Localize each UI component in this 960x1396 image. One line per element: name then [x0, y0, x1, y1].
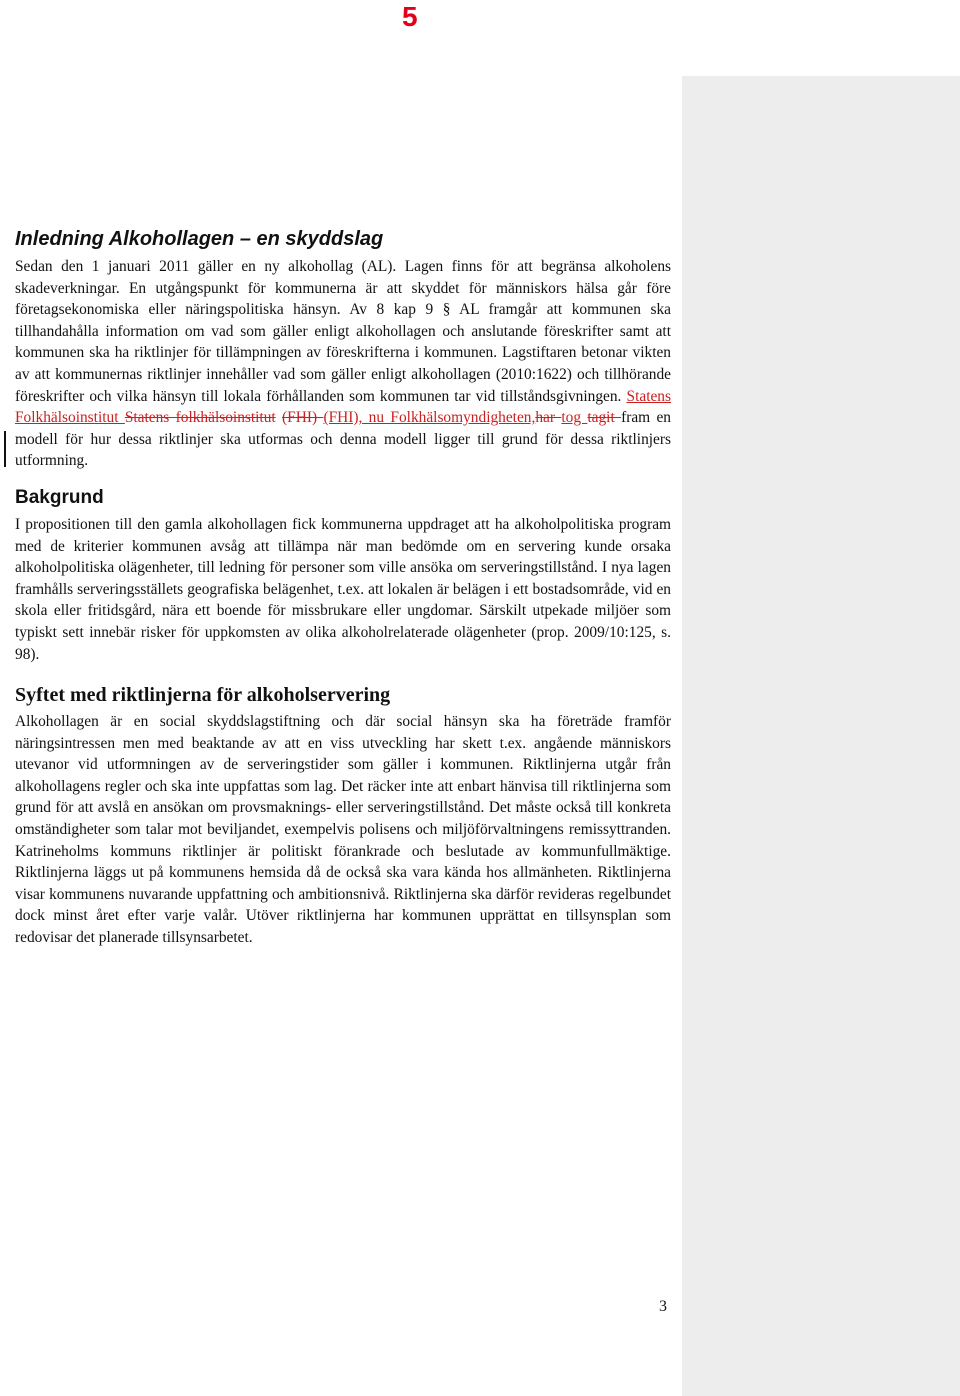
- purpose-paragraph: Alkohollagen är en social skyddslagstiftning och där social hänsyn ska ha företräde framför näringsintressen men med beaktande av att en viss utveckling har skett t.ex. angående människors utevanor vid utformningen av de serveringstider som gäller i kommunen. Riktlinjerna utgår från alkohollagens regler och ska inte uppfattas som lag. Det räcker inte att enbart hänvisa till riktlinjerna som grund för att avslå en ansökan om provsmaknings- eller serveringstillstånd. Det måste också till konkreta omständigheter som talar mot beviljandet, exempelvis polisens och miljöförvaltningens remissyttranden. Katrineholms kommuns riktlinjer är politiskt förankrade och beslutade av kommunfullmäktige. Riktlinjerna läggs ut på kommunens hemsida då de också ska vara kända hos allmänheten. Riktlinjerna visar kommunens nuvarande uppfattning och ambitionsnivå. Riktlinjerna ska därför revideras regelbundet dock minst året efter varje valår. Utöver riktlinjerna har kommunen upprättat en tillsynsplan som redovisar det planerade tillsynsarbetet.: [15, 713, 671, 947]
- document-body: [15, 224, 671, 949]
- insertion-revision: (FHI), nu Folkhälsomyndigheten,: [323, 409, 536, 427]
- deletion-revision: har: [535, 409, 562, 427]
- intro-paragraph: [15, 256, 671, 472]
- section-heading-background: Bakgrund: [15, 486, 104, 508]
- section-heading-purpose: Syftet med riktlinjerna för alkoholservering: [15, 684, 391, 707]
- background-paragraph: I propositionen till den gamla alkohollagen fick kommunerna uppdraget att ha alkoholpolitiska program med de kriterier kommunen avsåg att tillämpa när man bedömde om en servering kunde orsaka alkoholpolitiska olägenheter, till ledning för personer som ville ansöka om serveringstillstånd. I nya lagen framhålls serveringsställets geografiska belägenhet, t.ex. att lokalen är belägen i ett bostadsområde, vid en skola eller fritidsgård, nära ett boende för missbrukare eller ungdomar. Särskilt utpekade miljöer som typiskt sett innebär risker för uppkomsten av olika alkoholrelaterade olägenheter (prop. 2009/10:125, s. 98).: [15, 515, 671, 663]
- deletion-revision: (FHI): [282, 409, 324, 427]
- insertion-revision: Statens Folkhälsoinstitut: [15, 387, 671, 427]
- intro-text: Sedan den 1 januari 2011 gäller en ny alkohollag (AL). Lagen finns för att begränsa alkoholens skadeverkningar. En utgångspunkt för kommunerna är att skyddet för människors hälsa går före företagsekonomiska eller näringspolitiska hänsyn. Av 8 kap 9 § AL framgår att kommunen ska tillhandahålla information om vad som gäller enligt alkohollagen och anslutande föreskrifter samt att kommunen ska ha riktlinjer för tillämpningen av föreskrifterna i kommunen. Lagstiftaren betonar vikten av att kommunernas riktlinjer innehåller vad som gäller enligt alkohollagen (2010:1622) och tillhörande föreskrifter och vilka hänsyn till lokala förhållanden som kommunen tar vid tillståndsgivningen.: [15, 258, 671, 405]
- section-heading-intro: Inledning Alkohollagen – en skyddslag: [15, 228, 384, 250]
- page-number: 3: [659, 1298, 667, 1315]
- deletion-revision: Statens folkhälsoinstitut: [124, 409, 276, 427]
- deletion-revision: tagit: [587, 409, 622, 427]
- intro-text: fram en modell för hur dessa riktlinjer ska utformas och denna modell ligger till grund för dessa riktlinjers utformning.: [15, 409, 671, 470]
- insertion-revision: tog: [561, 409, 588, 427]
- page-marker: 5: [402, 1, 418, 32]
- change-bar: [4, 431, 6, 467]
- comment-pane: [682, 76, 960, 1396]
